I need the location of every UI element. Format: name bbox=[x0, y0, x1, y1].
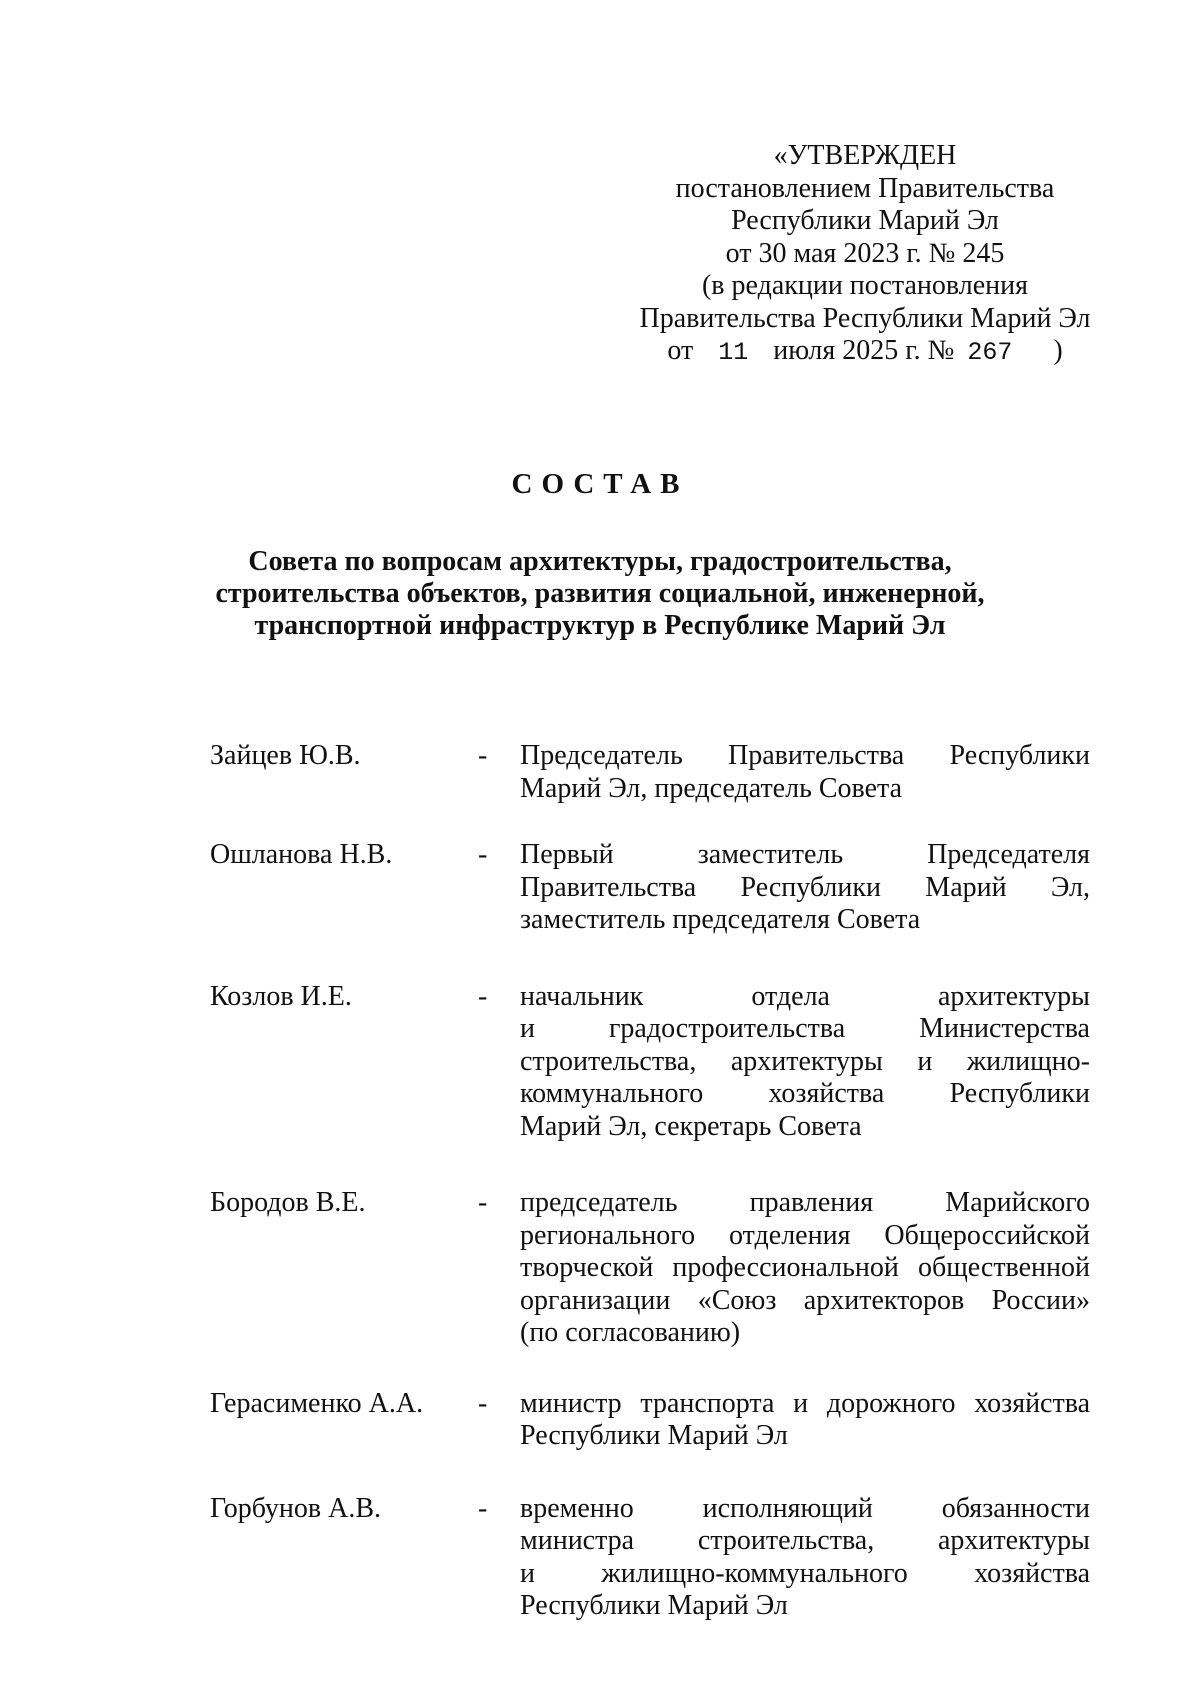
subtitle-line: Совета по вопросам архитектуры, градостроительства, bbox=[248, 546, 952, 577]
member-row bbox=[210, 981, 1090, 1144]
role-line: творческой профессиональной общественной bbox=[520, 1252, 1090, 1283]
members-list bbox=[210, 740, 1090, 1623]
role-line: и жилищно-коммунального хозяйства bbox=[520, 1557, 1090, 1589]
approval-date-day: 11 bbox=[718, 338, 749, 367]
member-dash: - bbox=[478, 1492, 488, 1524]
member-role bbox=[520, 1388, 1090, 1453]
document-title: СОСТАВ bbox=[511, 468, 689, 500]
approval-line: постановлением Правительства bbox=[675, 172, 1055, 204]
role-line: временно исполняющий обязанности bbox=[520, 1492, 1090, 1524]
approval-number: 267 bbox=[967, 338, 1013, 367]
subtitle-line: транспортной инфраструктур в Республике Марий Эл bbox=[254, 610, 946, 641]
role-line: Марий Эл, председатель Совета bbox=[520, 772, 903, 804]
role-line: и градостроительства Министерства bbox=[520, 1013, 1090, 1044]
member-name: Козлов И.Е. bbox=[210, 980, 352, 1012]
role-line: Республики Марий Эл bbox=[520, 1590, 788, 1621]
approval-line: от 30 мая 2023 г. № 245 bbox=[725, 237, 1005, 269]
role-line: организации «Союз архитекторов России» bbox=[520, 1284, 1090, 1316]
role-line: начальник отдела архитектуры bbox=[520, 980, 1090, 1012]
member-dash: - bbox=[478, 1387, 488, 1419]
member-row bbox=[210, 1388, 1090, 1453]
subtitle-line: строительства объектов, развития социальной, инженерной, bbox=[215, 578, 985, 609]
role-line: министр транспорта и дорожного хозяйства bbox=[520, 1387, 1090, 1419]
member-name: Герасименко А.А. bbox=[210, 1387, 424, 1419]
member-row bbox=[210, 1493, 1090, 1623]
member-dash: - bbox=[478, 839, 488, 870]
role-line: председатель правления Марийского bbox=[520, 1187, 1090, 1218]
role-line: строительства, архитектуры и жилищно- bbox=[520, 1045, 1090, 1077]
approval-date-line bbox=[600, 335, 1130, 370]
approval-date-middle: июля 2025 г. № bbox=[773, 335, 955, 366]
member-dash: - bbox=[478, 980, 488, 1012]
role-line: Первый заместитель Председателя bbox=[520, 839, 1090, 870]
member-name: Горбунов А.В. bbox=[210, 1492, 382, 1524]
approval-line: «УТВЕРЖДЕН bbox=[773, 140, 957, 171]
member-row bbox=[210, 740, 1090, 805]
member-name: Бородов В.Е. bbox=[210, 1187, 366, 1218]
member-dash: - bbox=[478, 1187, 488, 1218]
approval-date-suffix: ) bbox=[1053, 335, 1063, 366]
member-role bbox=[520, 839, 1090, 937]
role-line: Марий Эл, секретарь Совета bbox=[520, 1110, 862, 1142]
member-role bbox=[520, 1187, 1090, 1350]
document-subtitle bbox=[180, 546, 1020, 642]
member-name: Ошланова Н.В. bbox=[210, 839, 393, 870]
member-row bbox=[210, 1187, 1090, 1350]
role-line: коммунального хозяйства Республики bbox=[520, 1078, 1090, 1109]
role-line: министра строительства, архитектуры bbox=[520, 1525, 1090, 1556]
approval-line: Республики Марий Эл bbox=[731, 205, 999, 236]
role-line: регионального отделения Общероссийской bbox=[520, 1219, 1090, 1251]
role-line: заместитель председателя Совета bbox=[520, 904, 921, 935]
approval-line: (в редакции постановления bbox=[701, 270, 1029, 301]
role-line: Председатель Правительства Республики bbox=[520, 740, 1090, 771]
member-dash: - bbox=[478, 740, 488, 771]
member-role bbox=[520, 740, 1090, 805]
approval-stamp bbox=[600, 140, 1130, 370]
role-line: (по согласованию) bbox=[520, 1317, 741, 1348]
approval-date-prefix: от bbox=[667, 335, 694, 366]
approval-line: Правительства Республики Марий Эл bbox=[639, 302, 1091, 334]
member-row bbox=[210, 839, 1090, 937]
member-name: Зайцев Ю.В. bbox=[210, 740, 361, 771]
role-line: Правительства Республики Марий Эл, bbox=[520, 871, 1090, 903]
member-role bbox=[520, 1493, 1090, 1623]
member-role bbox=[520, 981, 1090, 1144]
role-line: Республики Марий Эл bbox=[520, 1420, 788, 1451]
